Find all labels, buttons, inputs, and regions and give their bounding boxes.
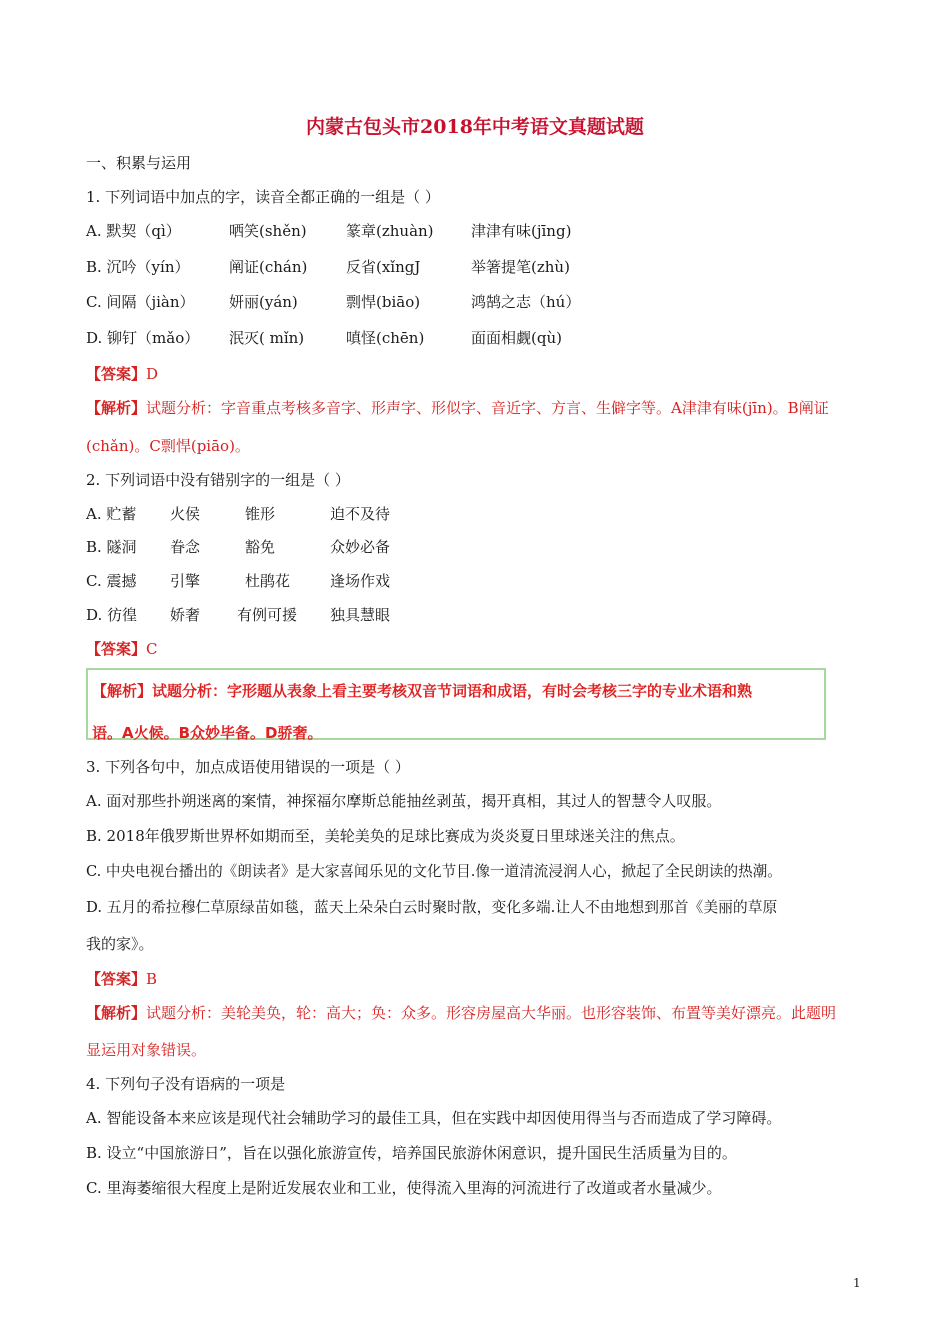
q2-b-word3: 豁免 (245, 538, 276, 556)
q1-analysis-line2: (chǎn)。C剽悍(piāo)。 (86, 437, 250, 455)
section-heading: 一、积累与运用 (86, 154, 192, 172)
q2-a-word1: A. 贮蓄 (86, 505, 137, 523)
answer-value: D (146, 365, 159, 383)
q3-option-d-line1: D. 五月的希拉穆仁草原绿苗如毯，蓝天上朵朵白云时聚时散，变化多端.让人不由地想到那首《美丽的草原 (86, 899, 778, 916)
q1-option-c (86, 292, 846, 312)
q3-stem: 3. 下列各句中，加点成语使用错误的一项是（ ） (86, 758, 410, 776)
q3-option-d-line2: 我的家》。 (86, 935, 154, 953)
q1-c-word2: 妍丽(yán) (229, 293, 298, 311)
analysis-text: 试题分析：字音重点考核多音字、形声字、形似字、音近字、方言、生僻字等。A津津有味(jīn)。B阐证 (146, 399, 829, 417)
q1-analysis-line1 (86, 398, 866, 418)
answer-tag: 【答案】 (86, 640, 147, 658)
q2-c-word3: 杜鹃花 (245, 572, 291, 590)
q4-option-a: A. 智能设备本来应该是现代社会辅助学习的最佳工具，但在实践中却因使用得当与否而造成了学习障碍。 (86, 1109, 782, 1127)
q2-b-word1: B. 隧洞 (86, 538, 137, 556)
q2-d-word1: D. 彷徨 (86, 606, 138, 624)
q1-option-a (86, 221, 846, 241)
q1-a-word4: 津津有味(jīng) (471, 222, 572, 240)
q2-option-a (86, 504, 586, 524)
q2-analysis-line1: 【解析】试题分析：字形题从表象上看主要考核双音节词语和成语，有时会考核三字的专业术语和熟 (92, 682, 753, 700)
q2-c-word4: 逢场作戏 (330, 572, 391, 590)
q2-analysis-box (86, 668, 826, 740)
q1-c-word4: 鸿鹄之志（hú） (471, 293, 581, 311)
q1-b-word4: 举箸提笔(zhù) (471, 258, 570, 276)
q2-d-word2: 娇奢 (170, 606, 201, 624)
answer-value: B (146, 970, 158, 988)
q2-analysis-line2: 语。A火候。B众妙毕备。D骄奢。 (92, 724, 323, 742)
q2-b-word4: 众妙必备 (330, 538, 391, 556)
q2-stem: 2. 下列词语中没有错别字的一组是（ ） (86, 471, 350, 489)
q2-d-word4: 独具慧眼 (330, 606, 391, 624)
q1-a-word3: 篆章(zhuàn) (346, 222, 434, 240)
q1-d-word2: 泯灭( mǐn) (229, 329, 305, 347)
analysis-tag: 【解析】 (86, 1004, 147, 1022)
q2-option-c (86, 571, 586, 591)
q2-a-word4: 迫不及待 (330, 505, 391, 523)
q2-option-b (86, 537, 586, 557)
q1-a-word1: A. 默契（qì） (86, 222, 181, 240)
q3-option-b: B. 2018年俄罗斯世界杯如期而至，美轮美奂的足球比赛成为炎炎夏日里球迷关注的焦点。 (86, 827, 685, 845)
q4-option-b: B. 设立“中国旅游日”，旨在以强化旅游宣传，培养国民旅游休闲意识，提升国民生活质量为目的。 (86, 1144, 737, 1162)
q3-answer (86, 969, 157, 989)
q3-option-c: C. 中央电视台播出的《朗读者》是大家喜闻乐见的文化节目.像一道清流浸润人心，掀起了全民朗读的热潮。 (86, 863, 782, 880)
q2-b-word2: 眷念 (170, 538, 201, 556)
q1-b-word2: 阐证(chán) (229, 258, 308, 276)
answer-value: C (146, 640, 158, 658)
answer-tag: 【答案】 (86, 365, 147, 383)
q2-c-word2: 引擎 (170, 572, 201, 590)
q1-stem: 1. 下列词语中加点的字，读音全都正确的一组是（ ） (86, 188, 440, 206)
q1-option-d (86, 328, 846, 348)
q2-a-word2: 火侯 (170, 505, 201, 523)
q1-b-word3: 反省(xǐngJ (346, 258, 421, 276)
q1-c-word1: C. 间隔（jiàn） (86, 293, 195, 311)
q3-option-a: A. 面对那些扑朔迷离的案情，神探福尔摩斯总能抽丝剥茧，揭开真相，其过人的智慧令人叹服。 (86, 792, 722, 810)
q4-stem: 4. 下列句子没有语病的一项是 (86, 1075, 286, 1093)
q2-d-word3: 有例可援 (237, 606, 298, 624)
q2-c-word1: C. 震撼 (86, 572, 137, 590)
q2-a-word3: 锥形 (245, 505, 276, 523)
q1-d-word4: 面面相觑(qù) (471, 329, 562, 347)
q3-analysis-line2: 显运用对象错误。 (86, 1041, 207, 1059)
q1-c-word3: 剽悍(biāo) (346, 293, 421, 311)
q2-answer (86, 639, 158, 659)
q3-analysis-line1 (86, 1003, 836, 1023)
q1-option-b (86, 257, 846, 277)
q1-a-word2: 哂笑(shěn) (229, 222, 307, 240)
q4-option-c: C. 里海萎缩很大程度上是附近发展农业和工业，使得流入里海的河流进行了改道或者水量减少。 (86, 1179, 722, 1197)
page-number: 1 (853, 1276, 861, 1290)
analysis-text: 试题分析：美轮美奂，轮：高大；奂：众多。形容房屋高大华丽。也形容装饰、布置等美好漂亮。此题明 (146, 1004, 837, 1022)
q1-b-word1: B. 沉吟（yín） (86, 258, 190, 276)
analysis-tag: 【解析】 (86, 399, 147, 417)
q2-option-d (86, 605, 586, 625)
q1-answer (86, 364, 158, 384)
page-title: 内蒙古包头市2018年中考语文真题试题 (306, 116, 644, 138)
answer-tag: 【答案】 (86, 970, 147, 988)
q1-d-word3: 嗔怪(chēn) (346, 329, 425, 347)
q1-d-word1: D. 铆钉（mǎo） (86, 329, 200, 347)
